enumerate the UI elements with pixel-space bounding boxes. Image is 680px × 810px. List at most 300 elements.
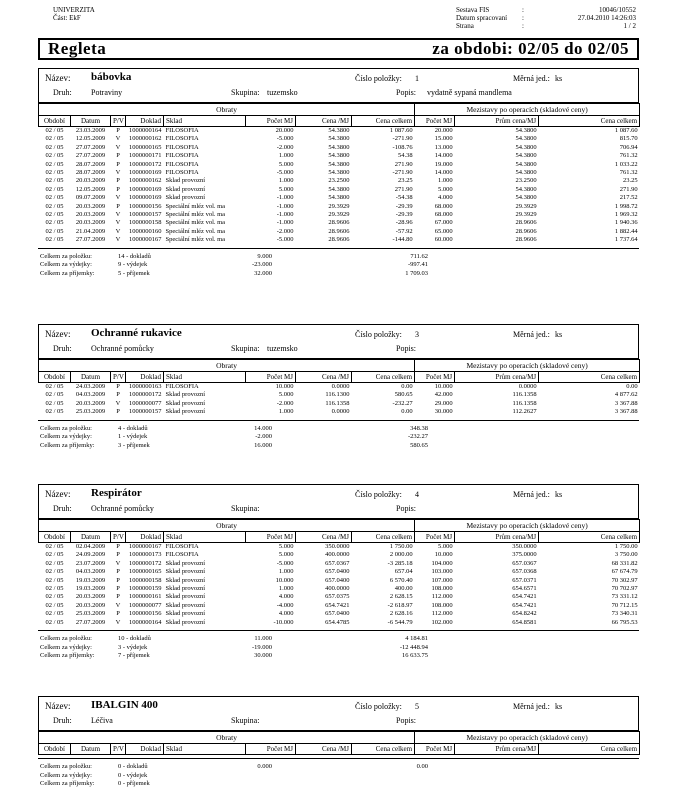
table-cell: -1.000 xyxy=(276,202,294,210)
table-row xyxy=(39,551,640,559)
table-cell: 1 940.36 xyxy=(614,219,638,227)
table-cell: 70 302.97 xyxy=(611,576,638,584)
table-cell: Sklad provozní xyxy=(165,585,206,593)
table-cell: V xyxy=(115,227,121,235)
table-cell: 27.07.2009 xyxy=(75,618,106,626)
table-cell: 54.3800 xyxy=(328,127,350,134)
table-cell: 654.7421 xyxy=(325,601,350,609)
table-cell: 400.0000 xyxy=(325,551,350,559)
table-cell: V xyxy=(115,219,121,227)
table-cell: 350.0000 xyxy=(325,543,350,550)
totals-row xyxy=(40,261,639,270)
table-cell: 02 / 05 xyxy=(45,160,64,168)
col-pocet-mezistav: Počet MJ xyxy=(415,532,455,543)
table-cell: 116.1358 xyxy=(512,391,537,399)
table-cell: 1000000077 xyxy=(129,601,162,609)
table-cell: 1000000173 xyxy=(129,551,162,559)
table-row xyxy=(39,219,640,227)
table-cell: FILOSOFIA xyxy=(165,160,199,168)
table-cell: 657.0367 xyxy=(325,559,350,567)
table-cell: -2 618.97 xyxy=(387,601,413,609)
table-cell: 1000000165 xyxy=(129,143,162,151)
totals-row xyxy=(40,270,639,279)
table-cell: 108.000 xyxy=(431,585,453,593)
table-cell: 02 / 05 xyxy=(45,227,64,235)
table-cell: 28.9606 xyxy=(515,219,537,227)
table-cell: 1000000161 xyxy=(129,593,162,601)
table-cell: P xyxy=(116,391,120,399)
table-cell: FILOSOFIA xyxy=(165,543,199,550)
table-cell: 1 969.32 xyxy=(614,211,638,219)
table-cell: 1000000158 xyxy=(129,576,162,584)
table-cell: P xyxy=(116,543,120,550)
table-cell: 02 / 05 xyxy=(45,152,64,160)
totals-amount xyxy=(272,780,428,789)
table-row xyxy=(39,568,640,576)
table-cell: 27.07.2009 xyxy=(75,236,106,244)
col-celkem: Cena celkem xyxy=(352,532,415,543)
table-cell: 67.000 xyxy=(434,219,453,227)
table-cell: 1 750.00 xyxy=(614,543,638,550)
table-cell: 09.07.2009 xyxy=(75,194,106,202)
druh-value: Potraviny xyxy=(91,88,123,97)
table-cell: 657.0367 xyxy=(512,559,537,567)
table-cell: 02 / 05 xyxy=(45,127,64,134)
table-cell: 1.000 xyxy=(278,152,294,160)
totals-row xyxy=(40,442,639,451)
table-cell: 271.90 xyxy=(394,185,413,193)
table-cell: 1000000169 xyxy=(129,169,162,177)
table-row xyxy=(39,585,640,593)
table-cell: -6 544.79 xyxy=(387,618,413,626)
col-obdobi: Období xyxy=(39,116,71,127)
table-cell: 2 628.16 xyxy=(389,610,413,618)
table-cell: 5.000 xyxy=(437,185,453,193)
table-cell: 42.000 xyxy=(434,391,453,399)
report-period: za obdobi: 02/05 do 02/05 xyxy=(432,39,629,58)
totals-qty: -19.000 xyxy=(251,643,272,651)
table-cell: 28.9606 xyxy=(515,236,537,244)
table-cell: 29.3929 xyxy=(328,211,350,219)
totals-qty: 30.000 xyxy=(254,652,272,660)
totals-block xyxy=(40,635,639,661)
table-cell: 1000000162 xyxy=(129,177,162,185)
table-cell: 1 998.72 xyxy=(614,202,638,210)
table-cell: 23.2500 xyxy=(328,177,350,185)
table-cell: 02 / 05 xyxy=(45,143,64,151)
totals-row xyxy=(40,763,639,772)
col-cena: Cena /MJ xyxy=(296,532,352,543)
druh-value: Ochranné pomůcky xyxy=(91,344,154,353)
table-cell: 1 750.00 xyxy=(389,543,413,550)
table-cell: 20.03.2009 xyxy=(75,593,106,601)
totals-row xyxy=(40,772,639,781)
table-cell: 400.0000 xyxy=(325,585,350,593)
table-cell: Sklad provozní xyxy=(165,601,206,609)
totals-count: 0 - dokladů xyxy=(118,763,148,770)
table-cell: 02 / 05 xyxy=(45,202,64,210)
table-cell: 0.00 xyxy=(401,383,413,390)
table-cell: 54.3800 xyxy=(328,143,350,151)
table-cell: 4 877.62 xyxy=(614,391,638,399)
table-cell: 54.3800 xyxy=(328,169,350,177)
totals-count: 1 - výdejek xyxy=(118,433,148,441)
totals-label: Celkem za výdejky: xyxy=(40,261,92,269)
totals-label: Celkem za položku: xyxy=(40,424,92,432)
skupina-value: tuzemsko xyxy=(267,88,298,97)
merna-label: Měrná jed.: xyxy=(513,702,550,711)
table-cell: 23.2500 xyxy=(515,177,537,185)
nazev-label: Název: xyxy=(45,489,71,499)
table-cell: 02 / 05 xyxy=(45,585,64,593)
item-header xyxy=(38,68,639,103)
col-pocet-mezistav: Počet MJ xyxy=(415,116,455,127)
merna-label: Měrná jed.: xyxy=(513,74,550,83)
col-prum-cena: Prům cena/MJ xyxy=(455,116,539,127)
col-cena: Cena /MJ xyxy=(296,372,352,383)
table-cell: 4.000 xyxy=(278,593,294,601)
table-cell: 02 / 05 xyxy=(45,559,64,567)
popis-label: Popis: xyxy=(396,344,417,353)
merna-value: ks xyxy=(555,330,563,339)
totals-count: 5 - příjemek xyxy=(118,269,150,277)
report-title: Regleta xyxy=(48,39,107,58)
table-cell: 04.03.2009 xyxy=(75,391,106,399)
table-cell: P xyxy=(116,576,120,584)
col-datum: Datum xyxy=(71,744,111,755)
druh-label: Druh: xyxy=(53,504,72,513)
item-section xyxy=(38,696,639,789)
table-cell: 0.00 xyxy=(626,383,638,390)
cislo-label: Číslo položky: xyxy=(355,74,402,83)
col-celkem-mezistav: Cena celkem xyxy=(539,744,640,755)
totals-label: Celkem za položku: xyxy=(40,252,92,260)
table-cell: 25.03.2009 xyxy=(75,610,106,618)
item-section xyxy=(38,484,639,661)
col-celkem: Cena celkem xyxy=(352,744,415,755)
table-cell: 30.000 xyxy=(434,408,453,416)
obraty-header: Obraty xyxy=(39,732,415,744)
col-sklad: Sklad xyxy=(164,532,246,543)
mezistavy-header: Mezistavy po operacích (skladové ceny) xyxy=(415,360,640,372)
totals-qty: 11.000 xyxy=(254,635,272,643)
table-cell: 657.0368 xyxy=(512,568,537,576)
table-cell: 1 882.44 xyxy=(614,227,638,235)
table-cell: P xyxy=(116,568,120,576)
druh-label: Druh: xyxy=(53,88,72,97)
totals-label: Celkem za výdejky: xyxy=(40,771,92,779)
col-pv: P/V xyxy=(111,372,126,383)
table-cell: 102.000 xyxy=(431,618,453,626)
table-cell: 15.000 xyxy=(434,135,453,143)
popis-label: Popis: xyxy=(396,504,417,513)
col-pocet-mezistav: Počet MJ xyxy=(415,372,455,383)
col-obdobi: Období xyxy=(39,372,71,383)
table-cell: FILOSOFIA xyxy=(165,143,199,151)
table-cell: 60.000 xyxy=(434,236,453,244)
table-cell: -1.000 xyxy=(276,194,294,202)
table-cell: 657.0375 xyxy=(325,593,350,601)
table-cell: 271.90 xyxy=(619,185,638,193)
table-cell: 20.03.2009 xyxy=(75,211,106,219)
table-cell: P xyxy=(116,160,120,168)
table-cell: Speciální mléz vol. ma xyxy=(165,236,226,244)
datum-label: Datum spracovaní xyxy=(456,14,508,22)
table-cell: 02 / 05 xyxy=(45,236,64,244)
table-cell: 54.3800 xyxy=(328,135,350,143)
table-cell: 19.03.2009 xyxy=(75,576,106,584)
table-cell: 1000000169 xyxy=(129,185,162,193)
table-cell: P xyxy=(116,185,120,193)
totals-amount: -997.41 xyxy=(407,261,428,269)
table-cell: FILOSOFIA xyxy=(165,551,199,559)
table-cell: 20.03.2009 xyxy=(75,177,106,185)
col-pocet: Počet MJ xyxy=(246,116,296,127)
col-pv: P/V xyxy=(111,744,126,755)
table-row xyxy=(39,144,640,152)
druh-value: Léčiva xyxy=(91,716,113,725)
table-cell: -54.38 xyxy=(395,194,413,202)
merna-value: ks xyxy=(555,74,563,83)
table-cell: 116.1358 xyxy=(512,399,537,407)
table-cell: -10.000 xyxy=(273,618,294,626)
table-cell: 657.0371 xyxy=(512,576,537,584)
obraty-header: Obraty xyxy=(39,520,415,532)
col-pocet: Počet MJ xyxy=(246,744,296,755)
table-cell: -5.000 xyxy=(276,169,294,177)
col-celkem-mezistav: Cena celkem xyxy=(539,532,640,543)
table-cell: -5.000 xyxy=(276,236,294,244)
totals-block xyxy=(40,253,639,279)
table-cell: P xyxy=(116,152,120,160)
table-cell: 107.000 xyxy=(431,576,453,584)
totals-row xyxy=(40,433,639,442)
table-cell: 657.0400 xyxy=(325,568,350,576)
table-row xyxy=(39,610,640,618)
table-cell: 1000000157 xyxy=(129,211,162,219)
item-header xyxy=(38,696,639,731)
sestava-label: Sestava FIS xyxy=(456,6,490,14)
table-cell: 0.00 xyxy=(401,408,413,416)
totals-qty: -2.000 xyxy=(255,433,272,441)
table-cell: 1000000160 xyxy=(129,227,162,235)
table-cell: 27.07.2009 xyxy=(75,152,106,160)
table-cell: V xyxy=(115,143,121,151)
table-cell: 217.52 xyxy=(619,194,638,202)
table-cell: 23.03.2009 xyxy=(75,127,106,134)
table-cell: FILOSOFIA xyxy=(165,169,199,177)
report-header-left xyxy=(53,6,95,22)
col-celkem: Cena celkem xyxy=(352,372,415,383)
table-cell: 73 340.31 xyxy=(611,610,638,618)
table-cell: 1000000172 xyxy=(129,391,162,399)
table-cell: 4.000 xyxy=(437,194,453,202)
table-cell: 3 750.00 xyxy=(614,551,638,559)
table-cell: -1.000 xyxy=(276,219,294,227)
table-cell: -2.000 xyxy=(276,399,294,407)
table-row xyxy=(39,228,640,236)
table-cell: V xyxy=(115,236,121,244)
table-cell: 28.07.2009 xyxy=(75,169,106,177)
table-row xyxy=(39,593,640,601)
table-cell: 02 / 05 xyxy=(45,194,64,202)
table-cell: 1 737.64 xyxy=(614,236,638,244)
merna-label: Měrná jed.: xyxy=(513,330,550,339)
table-cell: 19.03.2009 xyxy=(75,585,106,593)
col-doklad: Doklad xyxy=(126,532,164,543)
table-cell: 112.000 xyxy=(431,593,453,601)
table-cell: 65.000 xyxy=(434,227,453,235)
table-cell: FILOSOFIA xyxy=(165,135,199,143)
table-cell: 54.3800 xyxy=(515,169,537,177)
table-cell: 13.000 xyxy=(434,143,453,151)
table-cell: 54.3800 xyxy=(328,160,350,168)
table-cell: -232.27 xyxy=(392,399,413,407)
table-cell: 654.7421 xyxy=(512,593,537,601)
table-cell: 1000000163 xyxy=(129,383,162,390)
table-cell: 654.7421 xyxy=(512,601,537,609)
table-cell: 5.000 xyxy=(278,551,294,559)
table-cell: 4.000 xyxy=(278,610,294,618)
table-cell: 68.000 xyxy=(434,202,453,210)
totals-amount: 0.00 xyxy=(416,763,428,770)
col-pocet-mezistav: Počet MJ xyxy=(415,744,455,755)
table-cell: 657.0400 xyxy=(325,610,350,618)
totals-count: 10 - dokladů xyxy=(118,635,151,643)
popis-label: Popis: xyxy=(396,88,417,97)
table-cell: 6 570.40 xyxy=(389,576,413,584)
cislo-value: 3 xyxy=(415,330,419,339)
table-cell: 1000000158 xyxy=(129,219,162,227)
table-cell: 70 712.15 xyxy=(611,601,638,609)
table-cell: Sklad provozní xyxy=(165,610,206,618)
nazev-label: Název: xyxy=(45,329,71,339)
table-cell: V xyxy=(115,618,121,626)
table-cell: 23.25 xyxy=(622,177,638,185)
table-cell: 66 795.53 xyxy=(611,618,638,626)
merna-value: ks xyxy=(555,490,563,499)
table-cell: 02 / 05 xyxy=(45,601,64,609)
table-cell: 3 367.88 xyxy=(614,399,638,407)
col-datum: Datum xyxy=(71,532,111,543)
col-sklad: Sklad xyxy=(164,372,246,383)
totals-count: 14 - dokladů xyxy=(118,252,151,260)
table-cell: 02 / 05 xyxy=(45,399,64,407)
table-cell: -5.000 xyxy=(276,559,294,567)
table-cell: -3 285.18 xyxy=(387,559,413,567)
table-cell: 654.6571 xyxy=(512,585,537,593)
table-cell: 54.3800 xyxy=(515,160,537,168)
totals-count: 0 - příjemek xyxy=(118,780,150,787)
table-cell: Sklad provozní xyxy=(165,568,206,576)
totals-qty: 16.000 xyxy=(254,441,272,449)
table-cell: Sklad provozní xyxy=(165,177,206,185)
totals-amount: 16 633.75 xyxy=(402,652,428,660)
table-cell: 2 628.15 xyxy=(389,593,413,601)
table-row xyxy=(39,391,640,399)
table-cell: Speciální mléz vol. ma xyxy=(165,227,226,235)
table-cell: Sklad provozní xyxy=(165,559,206,567)
table-cell: 10.000 xyxy=(275,576,294,584)
table-cell: 20.03.2009 xyxy=(75,219,106,227)
table-cell: 25.03.2009 xyxy=(75,408,106,416)
obraty-header: Obraty xyxy=(39,104,415,116)
totals-qty: 0.000 xyxy=(257,763,272,770)
table-cell: 116.1358 xyxy=(325,399,350,407)
table-cell: 02 / 05 xyxy=(45,618,64,626)
table-cell: 28.9606 xyxy=(515,227,537,235)
dept-name: Část: EkF xyxy=(53,14,81,22)
totals-label: Celkem za výdejky: xyxy=(40,643,92,651)
table-cell: 1000000156 xyxy=(129,202,162,210)
table-cell: Sklad provozní xyxy=(165,399,206,407)
totals-count: 7 - příjemek xyxy=(118,652,150,660)
table-cell: 29.3929 xyxy=(515,211,537,219)
table-cell: 29.000 xyxy=(434,399,453,407)
totals-qty: 14.000 xyxy=(254,424,272,432)
cislo-label: Číslo položky: xyxy=(355,702,402,711)
totals-block xyxy=(40,763,639,789)
table-cell: -29.39 xyxy=(395,211,413,219)
table-cell: 02 / 05 xyxy=(45,593,64,601)
table-cell: -108.76 xyxy=(392,143,413,151)
item-name: Ochranné rukavice xyxy=(91,327,182,339)
table-cell: Sklad provozní xyxy=(165,185,206,193)
nazev-label: Název: xyxy=(45,701,71,711)
table-cell: Speciální mléz vol. ma xyxy=(165,219,226,227)
table-cell: 54.3800 xyxy=(515,135,537,143)
col-datum: Datum xyxy=(71,372,111,383)
table-row xyxy=(39,619,640,627)
table-cell: 1 087.60 xyxy=(389,127,413,134)
table-cell: 02 / 05 xyxy=(45,135,64,143)
table-cell: Sklad provozní xyxy=(165,593,206,601)
items-table xyxy=(38,359,640,417)
table-cell: 400.00 xyxy=(394,585,413,593)
table-cell: 54.3800 xyxy=(328,194,350,202)
col-prum-cena: Prům cena/MJ xyxy=(455,744,539,755)
table-cell: 815.70 xyxy=(619,135,638,143)
table-cell: V xyxy=(115,135,121,143)
table-cell: 14.000 xyxy=(434,169,453,177)
item-name: IBALGIN 400 xyxy=(91,699,158,711)
table-cell: Sklad provozní xyxy=(165,576,206,584)
table-cell: 1.000 xyxy=(278,408,294,416)
totals-amount: -232.27 xyxy=(407,433,428,441)
table-cell: 54.3800 xyxy=(515,143,537,151)
item-name: bábovka xyxy=(91,71,132,83)
table-cell: P xyxy=(116,610,120,618)
table-cell: 108.000 xyxy=(431,601,453,609)
items-table xyxy=(38,519,640,627)
table-cell: 1000000157 xyxy=(129,408,162,416)
table-cell: 02 / 05 xyxy=(45,543,64,550)
totals-qty: 9.000 xyxy=(257,252,272,260)
table-cell: 20.03.2009 xyxy=(75,399,106,407)
table-cell: 1000000167 xyxy=(129,236,162,244)
table-cell: 02 / 05 xyxy=(45,551,64,559)
table-cell: 20.000 xyxy=(275,127,294,134)
table-row xyxy=(39,577,640,585)
totals-qty xyxy=(228,772,272,781)
table-cell: 3 367.88 xyxy=(614,408,638,416)
totals-qty: -23.000 xyxy=(251,261,272,269)
col-pv: P/V xyxy=(111,532,126,543)
merna-label: Měrná jed.: xyxy=(513,490,550,499)
table-row xyxy=(39,169,640,177)
table-cell: 706.94 xyxy=(619,143,638,151)
table-cell: V xyxy=(115,601,121,609)
